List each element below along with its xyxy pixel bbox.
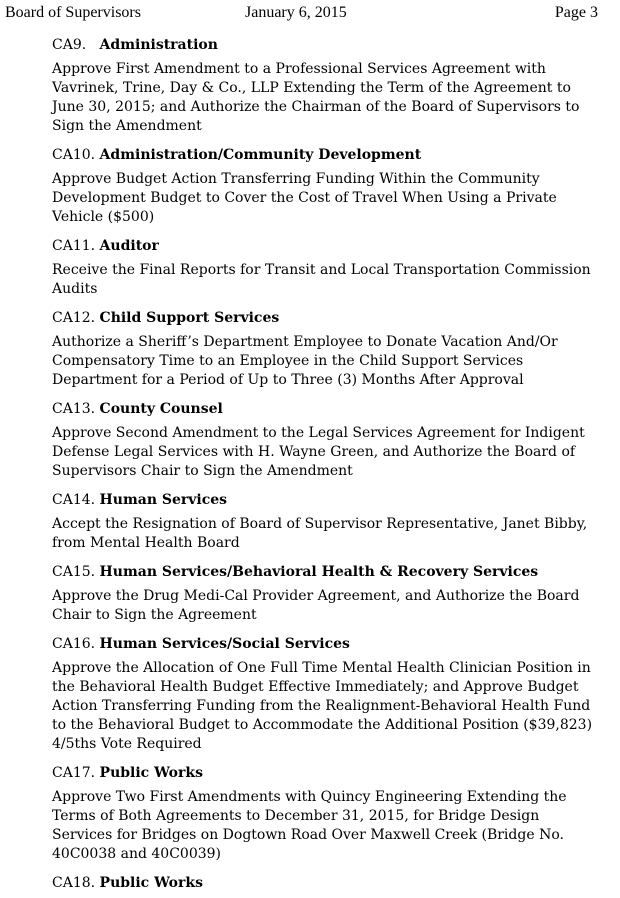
agenda-item-ca9 (52, 36, 600, 136)
agenda-item-ca17 (52, 764, 600, 864)
item-description: Approve the Drug Medi-Cal Provider Agreement, and Authorize the Board Chair to Sign the Agreement (52, 588, 580, 623)
agenda-item-ca13 (52, 400, 600, 481)
item-description: Approve the Allocation of One Full Time Mental Health Clinician Position in the Behavioral Health Budget Effective Immediately; and Approve Budget Action Transferring Funding from the Realignment-Behavioral Health Fund to the Behavioral Budget to Accommodate the Additional Position ($39,823) 4/5ths Vote Required (52, 660, 593, 752)
item-description: Approve Budget Action Transferring Funding Within the Community Development Budget to Cover the Cost of Travel When Using a Private Vehicle ($500) (52, 171, 557, 225)
item-heading (52, 36, 600, 55)
item-heading (52, 237, 600, 256)
item-description: Approve Second Amendment to the Legal Services Agreement for Indigent Defense Legal Services with H. Wayne Green, and Authorize the Board of Supervisors Chair to Sign the Amendment (52, 425, 585, 479)
item-code: CA10. (52, 147, 96, 163)
item-heading (52, 563, 600, 582)
header-page-number: Page 3 (554, 4, 598, 21)
item-code: CA16. (52, 636, 96, 652)
agenda-item-ca10 (52, 146, 600, 227)
item-department: Human Services (99, 492, 228, 508)
item-department: Child Support Services (99, 310, 280, 326)
header-board-title: Board of Supervisors (5, 4, 141, 21)
item-description: Accept the Resignation of Board of Supervisor Representative, Janet Bibby, from Mental Health Board (52, 516, 588, 551)
item-department: Human Services/Social Services (99, 636, 350, 652)
agenda-item-ca11 (52, 237, 600, 299)
item-heading (52, 146, 600, 165)
agenda-item-ca16 (52, 635, 600, 754)
header-date: January 6, 2015 (245, 4, 347, 21)
item-heading (52, 635, 600, 654)
item-code: CA9. (52, 37, 87, 53)
item-description: Approve Two First Amendments with Quincy Engineering Extending the Terms of Both Agreements to December 31, 2015, for Bridge Design Services for Bridges on Dogtown Road Over Maxwell Creek (Bridge No. 40C0038 and 40C0039) (52, 789, 567, 862)
item-department: County Counsel (99, 401, 223, 417)
item-heading (52, 400, 600, 419)
item-description: Authorize a Sheriff’s Department Employee to Donate Vacation And/Or Compensatory Time to an Employee in the Child Support Services Department for a Period of Up to Three (3) Months After Approval (52, 334, 558, 388)
item-code: CA15. (52, 564, 96, 580)
agenda-item-ca12 (52, 309, 600, 390)
agenda-item-ca15 (52, 563, 600, 625)
item-department: Administration (99, 37, 218, 53)
agenda-item-ca18 (52, 874, 600, 893)
item-code: CA12. (52, 310, 96, 326)
item-department: Public Works (99, 875, 203, 891)
item-department: Auditor (99, 238, 159, 254)
item-description: Approve First Amendment to a Professional Services Agreement with Vavrinek, Trine, Day & Co., LLP Extending the Term of the Agreement to June 30, 2015; and Authorize the Chairman of the Board of Supervisors to Sign the Amendment (52, 61, 580, 134)
item-heading (52, 874, 600, 893)
item-department: Human Services/Behavioral Health & Recovery Services (99, 564, 539, 580)
item-code: CA18. (52, 875, 96, 891)
item-department: Public Works (99, 765, 203, 781)
page-header (0, 3, 620, 23)
item-heading (52, 491, 600, 510)
item-code: CA14. (52, 492, 96, 508)
agenda-item-ca14 (52, 491, 600, 553)
item-code: CA11. (52, 238, 96, 254)
item-department: Administration/Community Development (99, 147, 422, 163)
item-heading (52, 309, 600, 328)
item-code: CA17. (52, 765, 96, 781)
item-description: Receive the Final Reports for Transit and Local Transportation Commission Audits (52, 262, 591, 297)
item-code: CA13. (52, 401, 96, 417)
item-heading (52, 764, 600, 783)
consent-agenda-list (52, 36, 600, 898)
